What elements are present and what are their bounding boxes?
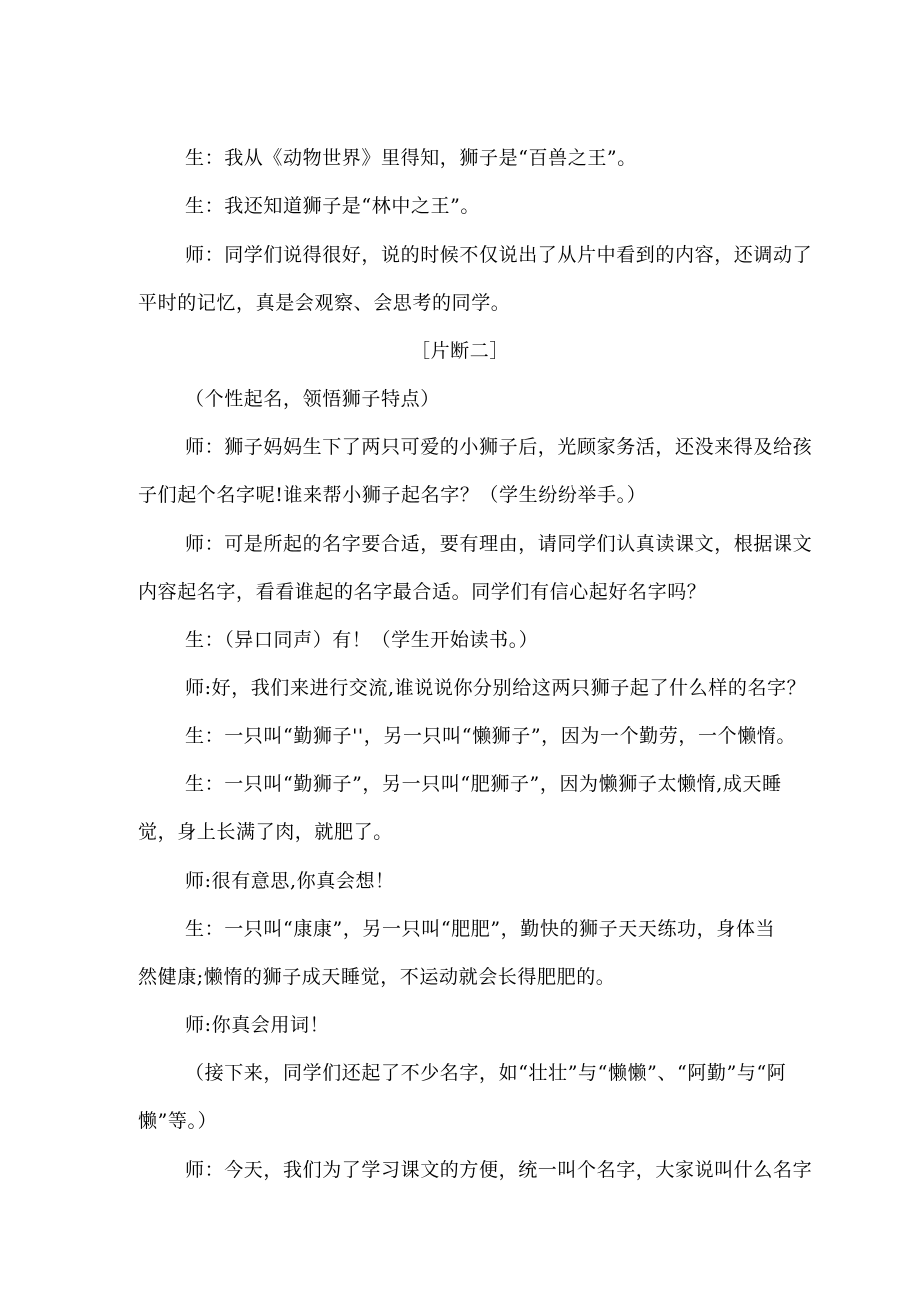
- dialogue-line-teacher-unified-name: 师：今天，我们为了学习课文的方便，统一叫个名字，大家说叫什么名字: [185, 1159, 813, 1181]
- dialogue-line-teacher-lion-mother-cont: 子们起个名字呢!谁来帮小狮子起名字？（学生纷纷举手。）: [138, 484, 647, 506]
- dialogue-line-teacher-praise-cont: 平时的记忆，真是会观察、会思考的同学。: [138, 292, 511, 314]
- dialogue-line-student-king-of-forest: 生：我还知道狮子是“林中之王”。: [185, 195, 481, 217]
- dialogue-line-teacher-suitable-name-cont: 内容起名字，看看谁起的名字最合适。同学们有信心起好名字吗？: [138, 581, 707, 603]
- dialogue-line-student-fat-lion-cont: 觉，身上长满了肉，就肥了。: [138, 821, 393, 843]
- dialogue-line-teacher-exchange: 师:好，我们来进行交流,谁说说你分别给这两只狮子起了什么样的名字？: [185, 677, 807, 699]
- narration-more-names-cont: 懒”等。）: [138, 1110, 218, 1132]
- section-subtitle: （个性起名，领悟狮子特点）: [185, 388, 440, 410]
- dialogue-line-teacher-praise: 师：同学们说得很好，说的时候不仅说出了从片中看到的内容，还调动了: [185, 244, 813, 266]
- dialogue-line-student-animal-world: 生：我从《动物世界》里得知，狮子是“百兽之王”。: [185, 147, 637, 169]
- dialogue-line-teacher-good-words: 师:你真会用词！: [185, 1014, 330, 1036]
- dialogue-line-students-in-unison: 生：（异口同声）有！（学生开始读书。）: [185, 629, 539, 651]
- dialogue-line-student-diligent-lazy: 生：一只叫“勤狮子''，另一只叫“懒狮子”，因为一个勤劳，一个懒惰。: [185, 725, 796, 747]
- dialogue-line-student-kangkang: 生：一只叫“康康”，另一只叫“肥肥”，勤快的狮子天天练功，身体当: [185, 918, 776, 940]
- dialogue-line-student-fat-lion: 生：一只叫“勤狮子”，另一只叫“肥狮子”，因为懒狮子太懒惰,成天睡: [185, 773, 782, 795]
- dialogue-line-teacher-interesting: 师:很有意思,你真会想！: [185, 870, 395, 892]
- section-heading-fragment-two: ［片断二］: [410, 340, 509, 362]
- narration-more-names: （接下来，同学们还起了不少名字，如“壮壮”与“懒懒”、“阿勤”与“阿: [185, 1062, 787, 1084]
- dialogue-line-student-kangkang-cont: 然健康;懒惰的狮子成天睡觉，不运动就会长得肥肥的。: [138, 966, 616, 988]
- dialogue-line-teacher-suitable-name: 师：可是所起的名字要合适，要有理由，请同学们认真读课文，根据课文: [185, 533, 813, 555]
- dialogue-line-teacher-lion-mother: 师：狮子妈妈生下了两只可爱的小狮子后，光顾家务活，还没来得及给孩: [185, 436, 813, 458]
